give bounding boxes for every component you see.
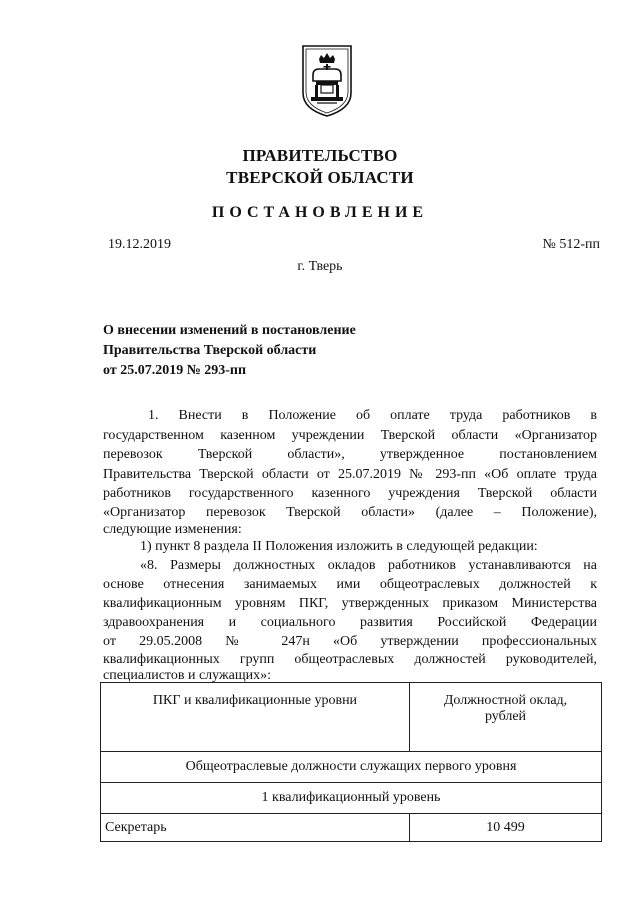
government-title-line2: ТВЕРСКОЙ ОБЛАСТИ xyxy=(226,168,414,187)
body-line: 1. Внести в Положение об оплате труда работников в xyxy=(148,408,597,423)
col-header-salary-line: рублей xyxy=(484,709,527,724)
body-line: государственном казенном учреждении Тверской области «Организатор xyxy=(103,428,597,443)
body-line: здравоохранения и социального развития Российской Федерации xyxy=(103,615,597,630)
body-line: «Организатор перевозок Тверской области» (далее – Положение), xyxy=(103,505,597,520)
coat-of-arms-icon xyxy=(299,43,355,119)
body-line: основе отнесения занимаемых ими общеотраслевых должностей к xyxy=(103,577,597,592)
body-line: квалификационным уровням ПКГ, утвержденных приказом Министерства xyxy=(103,596,597,611)
body-line: следующие изменения: xyxy=(103,522,242,537)
col-header-salary-line: Должностной оклад, xyxy=(443,693,568,708)
col-header-salary xyxy=(410,683,602,752)
subject-line: Правительства Тверской области xyxy=(103,343,317,358)
level-row: 1 квалификационный уровень xyxy=(101,783,602,814)
group-row: Общеотраслевые должности служащих первого уровня xyxy=(101,752,602,783)
body-line: специалистов и служащих»: xyxy=(103,668,272,683)
body-line: Правительства Тверской области от 25.07.2019 № 293-пп «Об оплате труда xyxy=(103,467,597,482)
body-line: «8. Размеры должностных окладов работников устанавливаются на xyxy=(140,558,597,573)
body-line: от 29.05.2008 № 247н «Об утверждении профессиональных xyxy=(103,634,597,649)
government-title-line1: ПРАВИТЕЛЬСТВО xyxy=(242,146,398,165)
body-line: квалификационных групп общеотраслевых должностей руководителей, xyxy=(103,652,597,667)
subject-line: О внесении изменений в постановление xyxy=(103,323,356,338)
position-cell: Секретарь xyxy=(101,814,410,842)
salary-table xyxy=(100,682,602,842)
salary-cell: 10 499 xyxy=(410,814,602,842)
document-city: г. Тверь xyxy=(297,259,343,274)
body-line: 1) пункт 8 раздела II Положения изложить в следующей редакции: xyxy=(140,539,538,554)
col-header-levels: ПКГ и квалификационные уровни xyxy=(101,683,410,752)
document-date: 19.12.2019 xyxy=(108,237,171,252)
body-line: работников государственного казенного учреждения Тверской области xyxy=(103,486,597,501)
document-number: № 512-пп xyxy=(542,237,600,252)
body-line: перевозок Тверской области», утвержденное постановлением xyxy=(103,447,597,462)
subject-line: от 25.07.2019 № 293-пп xyxy=(103,363,247,378)
document-type: ПОСТАНОВЛЕНИЕ xyxy=(211,204,429,221)
table-row xyxy=(101,814,602,842)
